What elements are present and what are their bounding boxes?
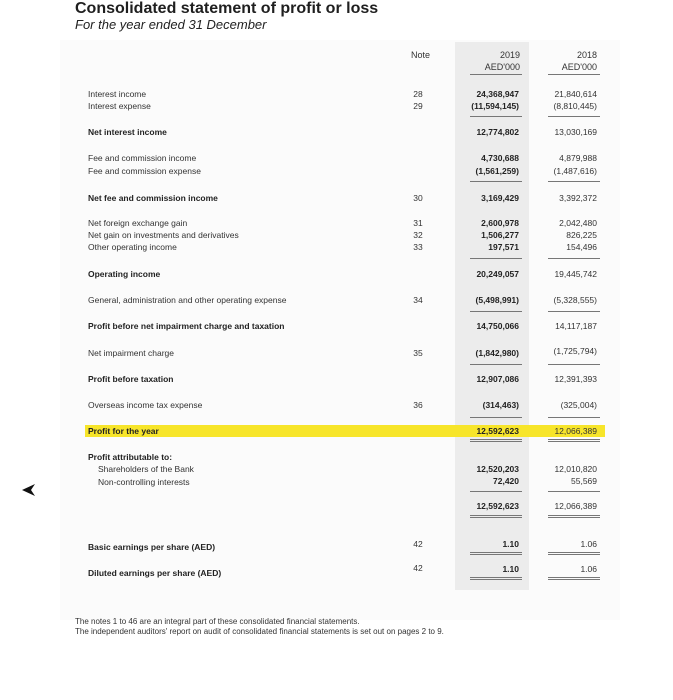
row-note: 34 <box>413 295 423 305</box>
row-value-2019: 20,249,057 <box>476 269 519 279</box>
row-note: 36 <box>413 400 423 410</box>
row-value-2018: 154,496 <box>566 242 597 252</box>
row-value-2018: (1,487,616) <box>553 166 597 176</box>
row-label: Shareholders of the Bank <box>98 464 194 474</box>
double-rule-2019 <box>470 517 522 518</box>
row-value-2019: 24,368,947 <box>476 89 519 99</box>
subtotal-rule-2018 <box>548 258 600 259</box>
row-value-2018: 21,840,614 <box>554 89 597 99</box>
subtotal-rule-2019 <box>470 364 522 365</box>
row-value-2018: 12,066,389 <box>554 501 597 511</box>
double-rule-2018 <box>548 552 600 553</box>
row-label: Operating income <box>88 269 161 279</box>
header-rule-2019 <box>470 74 522 75</box>
attributable-heading: Profit attributable to: <box>88 452 173 462</box>
row-value-2019: 12,592,623 <box>476 501 519 511</box>
row-value-2018: 12,391,393 <box>554 374 597 384</box>
highlight-profit-for-the-year <box>85 425 605 437</box>
row-note: 35 <box>413 348 423 358</box>
footer-note-1: The notes 1 to 46 are an integral part of these consolidated financial statements. <box>75 617 360 626</box>
double-rule-2018 <box>548 439 600 440</box>
row-value-2019: (5,498,991) <box>475 295 519 305</box>
row-label: Profit for the year <box>88 426 159 436</box>
double-rule-2019 <box>470 554 522 555</box>
subtotal-rule-2018 <box>548 491 600 492</box>
row-label: Profit before net impairment charge and taxation <box>88 321 285 331</box>
row-value-2018: 12,010,820 <box>554 464 597 474</box>
header-unit-2019: AED'000 <box>484 62 520 72</box>
row-value-2018: 55,569 <box>571 476 597 486</box>
subtotal-rule-2019 <box>470 311 522 312</box>
row-label: Net gain on investments and derivatives <box>88 230 239 240</box>
double-rule-2018 <box>548 517 600 518</box>
row-value-2018: (1,725,794) <box>553 346 597 356</box>
page-subtitle: For the year ended 31 December <box>75 17 267 32</box>
row-label: Interest income <box>88 89 147 99</box>
row-value-2018: 1.06 <box>580 539 597 549</box>
row-value-2019: 1.10 <box>502 564 519 574</box>
double-rule-2018 <box>548 554 600 555</box>
row-value-2018: 12,066,389 <box>554 426 597 436</box>
double-rule-2019 <box>470 579 522 580</box>
row-label: Interest expense <box>88 101 151 111</box>
subtotal-rule-2018 <box>548 181 600 182</box>
page-title: Consolidated statement of profit or loss <box>75 0 379 17</box>
row-label: Net fee and commission income <box>88 193 218 203</box>
row-value-2019: 12,520,203 <box>476 464 519 474</box>
subtotal-rule-2018 <box>548 417 600 418</box>
row-value-2019: 12,774,802 <box>476 127 519 137</box>
row-label: Net interest income <box>88 127 167 137</box>
row-value-2019: 72,420 <box>493 476 519 486</box>
subtotal-rule-2018 <box>548 364 600 365</box>
header-year-2019: 2019 <box>499 50 520 60</box>
row-value-2018: 1.06 <box>580 564 597 574</box>
row-value-2019: (314,463) <box>482 400 519 410</box>
row-value-2018: 826,225 <box>566 230 597 240</box>
row-value-2018: 14,117,187 <box>555 321 597 331</box>
row-note: 29 <box>413 101 423 111</box>
double-rule-2019 <box>470 439 522 440</box>
footer-note-2: The independent auditors' report on audit of consolidated financial statements is set out on pages 2 to 9. <box>75 627 444 636</box>
row-value-2018: (325,004) <box>560 400 597 410</box>
row-label: Overseas income tax expense <box>88 400 203 410</box>
row-value-2018: 2,042,480 <box>559 218 597 228</box>
row-value-2018: 4,879,988 <box>559 153 597 163</box>
double-rule-2019 <box>470 515 522 516</box>
double-rule-2018 <box>548 515 600 516</box>
row-note: 42 <box>413 563 423 573</box>
double-rule-2019 <box>470 441 522 442</box>
header-unit-2018: AED'000 <box>561 62 597 72</box>
double-rule-2018 <box>548 579 600 580</box>
row-label: Profit before taxation <box>88 374 174 384</box>
row-value-2019: 12,907,086 <box>476 374 519 384</box>
row-value-2018: 13,030,169 <box>554 127 597 137</box>
row-label: Diluted earnings per share (AED) <box>88 568 222 578</box>
double-rule-2018 <box>548 441 600 442</box>
row-label: Basic earnings per share (AED) <box>88 542 216 552</box>
row-value-2019: 197,571 <box>488 242 519 252</box>
row-label: Net impairment charge <box>88 348 174 358</box>
row-note: 28 <box>413 89 423 99</box>
row-value-2018: 3,392,372 <box>559 193 597 203</box>
row-note: 42 <box>413 539 423 549</box>
row-label: Other operating income <box>88 242 177 252</box>
subtotal-rule-2019 <box>470 417 522 418</box>
row-note: 30 <box>413 193 423 203</box>
row-value-2018: (8,810,445) <box>553 101 597 111</box>
row-label: Net foreign exchange gain <box>88 218 188 228</box>
subtotal-rule-2018 <box>548 116 600 117</box>
mouse-pointer-icon <box>20 481 38 499</box>
double-rule-2018 <box>548 577 600 578</box>
row-label: Fee and commission expense <box>88 166 201 176</box>
row-note: 33 <box>413 242 423 252</box>
row-value-2018: (5,328,555) <box>553 295 597 305</box>
row-note: 31 <box>413 218 423 228</box>
row-label: Fee and commission income <box>88 153 197 163</box>
double-rule-2019 <box>470 552 522 553</box>
subtotal-rule-2018 <box>548 311 600 312</box>
header-year-2018: 2018 <box>576 50 597 60</box>
row-value-2019: 14,750,066 <box>476 321 519 331</box>
subtotal-rule-2019 <box>470 258 522 259</box>
row-note: 32 <box>413 230 423 240</box>
row-value-2019: (11,594,145) <box>471 101 519 111</box>
row-value-2019: 2,600,978 <box>481 218 519 228</box>
header-note: Note <box>410 50 430 60</box>
header-rule-2018 <box>548 74 600 75</box>
row-label: General, administration and other operating expense <box>88 295 287 305</box>
subtotal-rule-2019 <box>470 181 522 182</box>
row-value-2019: 12,592,623 <box>476 426 519 436</box>
subtotal-rule-2019 <box>470 491 522 492</box>
row-value-2018: 19,445,742 <box>554 269 597 279</box>
row-value-2019: 3,169,429 <box>481 193 519 203</box>
row-value-2019: 4,730,688 <box>481 153 519 163</box>
row-value-2019: (1,561,259) <box>475 166 519 176</box>
row-value-2019: (1,842,980) <box>475 348 519 358</box>
row-value-2019: 1.10 <box>502 539 519 549</box>
subtotal-rule-2019 <box>470 116 522 117</box>
row-label: Non-controlling interests <box>98 477 190 487</box>
row-value-2019: 1,506,277 <box>481 230 519 240</box>
double-rule-2019 <box>470 577 522 578</box>
